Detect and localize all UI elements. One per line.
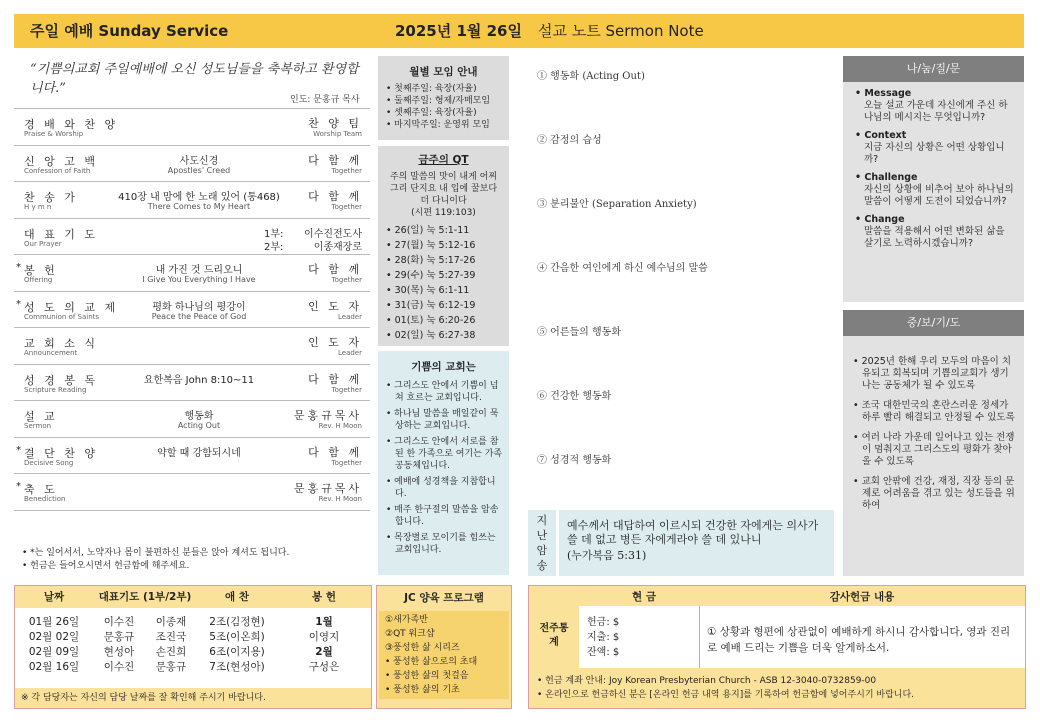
jc-item: ②QT 워크샵 [385,629,435,639]
duty-cell: 5조(이온희) [209,631,265,643]
duty-cell: 01월 26일 [28,616,80,628]
last-verse-label-box [528,510,556,576]
order-person-en: Together [331,203,362,211]
offering-box [528,585,1026,709]
offering-lines [587,615,619,660]
order-name: 축 도 [24,483,58,496]
qt-item: • 28(화) 눅 5:17-26 [386,255,476,266]
share-box [843,82,1024,302]
qt-verse: 주의 말씀의 맛이 내게 어찌 그리 단지요 내 입에 꿀보다 더 다니이다 [389,172,498,206]
order-name-en: Our Prayer [24,239,62,248]
duty-header [15,586,371,608]
order-person: 다 함 께 [308,190,362,203]
duty-cell: 조진국 [155,631,187,643]
order-name: 경 배 와 찬 양 [24,118,119,131]
duty-cell: 이영지 [308,631,340,643]
order-row [14,108,370,143]
qt-ref: (시편 119:103) [411,208,476,218]
order-name-en: Announcement [24,349,78,357]
order-title: 410장 내 맘에 한 노래 있어 (통468) [118,192,280,203]
order-name-en: Confession of Faith [24,166,91,175]
joy-item: • 목장별로 모이기를 힘쓰는 교회입니다. [386,533,496,555]
intercede-title: 중/보/기/도 [843,310,1024,336]
order-person: 인 도 자 [308,336,362,349]
share-heading: Context [864,130,907,141]
duty-cell: 02월 09일 [28,646,80,658]
jc-item: • 풍성한 삶으로의 초대 [385,657,478,667]
leader-line: 인도: 문홍규 목사 [290,95,360,105]
order-name-en: Sermon [24,422,52,430]
note-item: • 헌금은 들어오시면서 헌금함에 해주세요. [22,561,190,571]
sermon-point: ③ 분리불안 (Separation Anxiety) [537,199,697,210]
qt-item: • 01(토) 눅 6:20-26 [386,315,476,326]
order-title-en: Apostles' Creed [167,165,231,175]
duty-cell: 이종재 [155,616,187,628]
jc-item: ③풍성한 삶 시리즈 [385,643,460,653]
sermon-point: ② 감정의 습성 [537,135,602,146]
stand-marker: * [16,444,21,456]
duty-table-box [14,585,372,709]
qt-item: • 02(일) 눅 6:27-38 [386,330,476,341]
order-name-en: H y m n [24,203,52,211]
joy-box [378,351,509,575]
order-title-en: Acting Out [177,421,221,430]
order-name: 신 앙 고 백 [24,154,98,168]
duty-head-prayer: 대표기도 (1부/2부) [98,591,192,603]
order-row [14,181,370,216]
qt-title: 금주의 QT [418,154,469,166]
prayer-label-2: 2부: [264,241,284,253]
stand-marker: * [16,262,21,273]
share-heading: Change [864,214,905,225]
joy-title: 기쁨의 교회는 [411,361,476,373]
order-name-en: Benediction [24,495,66,503]
order-person: 찬 양 팀 [308,117,362,130]
share-item: • Change 말씀을 적용해서 어떤 변화된 삶을 살기로 노력하시겠습니까? [855,214,1016,250]
order-person-en: Together [331,385,362,394]
order-name-en: Scripture Reading [24,385,87,394]
order-row [14,218,370,253]
duty-cell: 02월 16일 [28,661,80,673]
duty-row [15,630,371,645]
duty-note: ※ 각 담당자는 자신의 담당 날짜를 잘 확인해 주시기 바랍니다. [15,688,371,708]
jc-item: • 풍성한 삶의 첫걸음 [385,671,469,681]
share-heading: Message [864,88,912,99]
intercede-box [843,336,1024,576]
duty-head-meal: 애 찬 [225,591,249,603]
offering-note: • 온라인으로 헌금하신 분은 [온라인 헌금 내역 용지]를 기록하여 헌금함에 넣어주시기 바랍니다. [537,690,915,700]
order-name: 성 도 의 교 제 [24,300,119,314]
offering-line: 지출: $ [587,632,620,643]
order-person: 문홍규목사 [293,409,362,422]
order-person-en: Worship Team [313,130,362,138]
duty-row [15,660,371,675]
duty-cell: 문홍규 [155,661,187,673]
sermon-note-title: 설교 노트 Sermon Note [538,22,704,40]
duty-cell: 6조(이지용) [209,646,265,658]
duty-cell: 현성아 [103,646,135,658]
qt-item: • 26(일) 눅 5:1-11 [386,225,470,236]
order-person-en: Rev. H Moon [318,495,362,503]
duty-cell: 문홍규 [103,631,135,643]
monthly-title: 월별 모임 안내 [409,66,478,78]
order-row [14,437,370,472]
duty-row [15,615,371,630]
order-name-en: Decisive Song [24,458,74,467]
qt-item: • 27(월) 눅 5:12-16 [386,240,476,251]
order-person: 인 도 자 [308,299,362,313]
thanks-text: ① 상황과 형편에 상관없이 예배하게 하시니 감사합니다, 영과 진리로 예배 드리는 기쁨을 더욱 알게하소서. [707,626,1011,654]
monthly-item: • 셋째주일: 육장(자율) [386,108,477,118]
share-item: • Challenge 자신의 상황에 비추어 보아 하나님의 말씀이 어떻게 도전이 되었습니까? [855,172,1016,208]
offering-title: 현 금 [632,591,656,603]
intercede-item: • 교회 안팎에 건강, 재정, 직장 등의 문제로 어려움을 겪고 있는 성도들을 위하여 [853,476,1015,511]
order-row [14,473,370,508]
order-name: 봉 헌 [24,264,58,277]
duty-head-offering: 봉 헌 [312,591,336,603]
order-person-en: Together [331,276,362,284]
joy-item: • 하나님 말씀을 매일같이 묵상하는 교회입니다. [386,409,499,431]
last-verse-box [559,510,834,576]
order-row [14,327,370,362]
note-item: • *는 일어서서, 노약자나 몸이 불편하신 분들은 앉아 계셔도 됩니다. [22,548,290,558]
order-person-en: Together [331,458,362,467]
order-person: 다 함 께 [308,263,362,276]
monthly-box [378,56,509,140]
order-person-en: Leader [337,349,362,357]
order-name-en: Praise & Worship [24,130,84,138]
order-person: 다 함 께 [308,445,362,459]
order-person: 문홍규목사 [293,482,362,495]
jc-title: JC 양육 프로그램 [404,592,484,604]
sermon-point: ① 행동화 (Acting Out) [537,71,645,82]
order-row [14,145,370,180]
share-text: 자신의 상황에 비추어 보아 하나님의 말씀이 어떻게 도전이 되었습니까? [864,184,1014,207]
offering-line: 잔액: $ [587,647,620,658]
share-text: 오늘 설교 가운데 자신에게 주신 하나님의 메시지는 무엇입니까? [864,100,1008,123]
duty-head-date: 날짜 [43,591,65,603]
last-verse-ref: (누가복음 5:31) [567,549,647,562]
order-person-en: Leader [337,312,362,321]
qt-box [378,146,509,346]
last-verse-label: 지난암송 [536,514,548,572]
order-name: 교 회 소 식 [24,337,98,350]
offering-side: 전주통계 [539,623,569,648]
duty-cell: 02월 02일 [28,631,80,643]
offering-note: • 헌금 계좌 안내: Joy Korean Presbyterian Church - ASB 12-3040-0732859-00 [537,676,877,686]
order-title: 요한복음 John 8:10~11 [143,374,255,386]
order-name: 성 경 봉 독 [24,373,98,387]
order-name-en: Communion of Saints [24,312,100,321]
intercede-item: • 조국 대한민국의 혼란스러운 정세가 하루 빨리 해결되고 안정될 수 있도록 [853,400,1015,423]
duty-cell: 2월 [315,646,333,658]
order-name-en: Offering [24,276,53,284]
jc-item: ①새가족반 [385,615,428,625]
joy-item: • 그리스도 안에서 서로를 참된 한 가족으로 여기는 가족 공동체입니다. [386,437,503,471]
order-name: 결 단 찬 양 [24,446,98,460]
order-divider [14,510,370,511]
order-title: 내 가진 것 드리오니 [155,265,243,276]
order-title: 사도신경 [179,155,219,167]
order-row [14,254,370,289]
prayer-label-1: 1부: [264,228,284,240]
qt-item: • 30(목) 눅 6:1-11 [386,285,470,296]
duty-row [15,645,371,660]
order-person-en: Rev. H Moon [318,422,362,430]
order-row [14,364,370,399]
share-text: 지금 자신의 상황은 어떤 상황입니까? [864,142,1005,165]
service-date: 2025년 1월 26일 [395,22,522,40]
welcome-message: “기쁨의교회 주일예배에 오신 성도님들을 축복하고 환영합니다.” [30,62,359,96]
order-name: 찬 송 가 [24,191,78,204]
order-row [14,400,370,437]
notes [22,545,289,571]
joy-item: • 예배에 성경책을 지참합니다. [386,477,496,499]
order-name: 대 표 기 도 [24,227,98,241]
last-verse-text: 예수께서 대답하여 이르시되 건강한 자에게는 의사가 쓸 데 없고 병든 자에게라야 쓸 데 있나니 [567,519,819,546]
duty-cell: 7조(현성아) [209,661,265,673]
share-text: 말씀을 적용해서 어떤 변화된 삶을 살기로 노력하시겠습니까? [864,226,1005,249]
order-person-en: Together [331,166,362,175]
order-title-en: Peace the Peace of God [151,311,247,321]
monthly-item: • 둘째주일: 형제/자매모임 [386,96,491,106]
sermon-point: ⑥ 건강한 행동화 [537,391,612,402]
order-person: 다 함 께 [308,153,362,167]
sermon-point: ④ 간음한 여인에게 하신 예수님의 말씀 [537,263,708,274]
stand-marker: * [16,481,21,492]
share-heading: Challenge [864,172,918,183]
share-item: • Message 오늘 설교 가운데 자신에게 주신 하나님의 메시지는 무엇입니까? [855,88,1016,124]
prayer-person-2: 이종재장로 [313,241,362,253]
sermon-point: ⑤ 어른들의 행동화 [537,327,621,338]
jc-box [376,585,512,709]
order-title: 평화 하나님의 평강이 [152,301,246,313]
order-row [14,291,370,326]
intercede-item: • 2025년 한해 우리 모두의 마음이 치유되고 회복되며 기쁨의교회가 생기나는 공동체가 될 수 있도록 [853,356,1012,391]
thanks-title: 감사헌금 내용 [829,591,895,603]
qt-item: • 31(금) 눅 6:12-19 [386,300,476,311]
duty-cell: 2조(김정현) [209,616,265,628]
qt-item: • 29(수) 눅 5:27-39 [386,270,476,281]
duty-cell: 구성은 [308,661,340,673]
order-person: 다 함 께 [308,372,362,386]
joy-item: • 그리스도 안에서 기쁨이 넘쳐 흐르는 교회입니다. [386,381,499,403]
duty-cell: 손진희 [155,646,187,658]
stand-marker: * [16,298,21,310]
duty-cell: 1월 [315,616,333,628]
sermon-point: ⑦ 성경적 행동화 [537,455,612,466]
service-title: 주일 예배 Sunday Service [30,22,229,40]
order-title-en: I Give You Everything I Have [142,275,256,284]
duty-cell: 이수진 [103,616,135,628]
order-title: 행동화 [184,411,214,422]
joy-item: • 매주 한구절의 말씀을 암송합니다. [386,505,499,527]
order-name: 설 교 [24,410,58,423]
prayer-person-1: 이수진전도사 [304,228,362,240]
intercede-item: • 여러 나라 가운데 일어나고 있는 전쟁이 멈춰지고 그리스도의 평화가 찾아올 수 있도록 [853,432,1015,467]
share-title: 나/눔/질/문 [843,56,1024,82]
order-title: 약할 때 강함되시네 [157,447,241,459]
monthly-item: • 마지막주일: 운영위 모임 [386,120,490,130]
order-title-en: There Comes to My Heart [147,202,251,211]
share-item: • Context 지금 자신의 상황은 어떤 상황입니까? [855,130,1016,166]
monthly-item: • 첫째주일: 육장(자율) [386,84,477,94]
offering-line: 헌금: $ [587,617,620,628]
duty-cell: 이수진 [103,661,135,673]
jc-item: • 풍성한 삶의 기초 [385,685,460,695]
